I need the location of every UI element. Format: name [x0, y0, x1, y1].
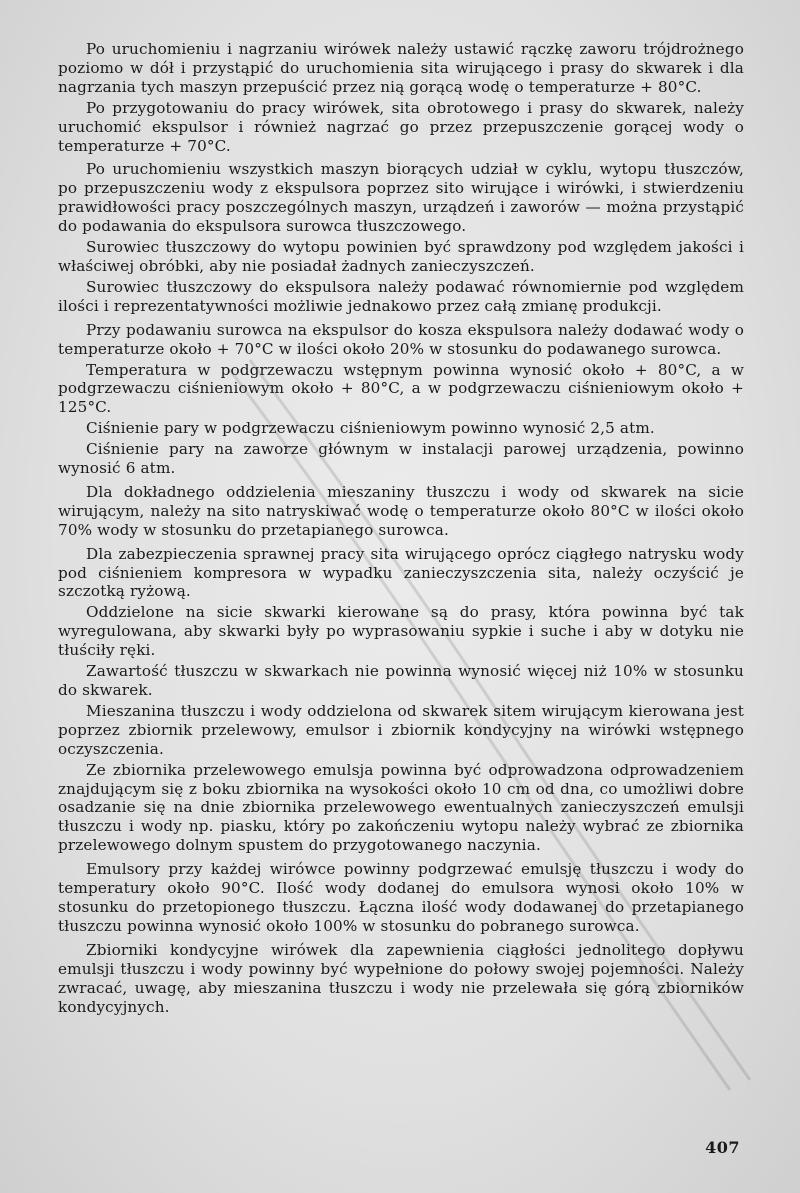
- paragraph: Mieszanina tłuszczu i wody oddzielona od skwarek sitem wirującym kierowana jest poprzez zbiornik przelewowy, emulsor i zbiornik kondycyjny na wirówki wstępnego oczyszczenia.: [58, 701, 744, 758]
- paragraph: Zawartość tłuszczu w skwarkach nie powinna wynosić więcej niż 10% w stosunku do skwarek.: [58, 662, 744, 699]
- body-text: [58, 40, 744, 1018]
- paragraph: Temperatura w podgrzewaczu wstępnym powinna wynosić około + 80°C, a w podgrzewaczu ciśnieniowym około + 80°C, a w podgrzewaczu ciśnieniowym około + 125°C.: [58, 360, 744, 417]
- paragraph: Dla dokładnego oddzielenia mieszaniny tłuszczu i wody od skwarek na sicie wirującym, należy na sito natryskiwać wodę o temperaturze około 80°C w ilości około 70% wody w stosunku do przetapianego surowca.: [58, 482, 744, 539]
- paragraph: Emulsory przy każdej wirówce powinny podgrzewać emulsję tłuszczu i wody do temperatury około 90°C. Ilość wody dodanej do emulsora wynosi około 10% w stosunku do przetopionego tłuszczu. Łączna ilość wody dodawanej do przetapianego tłuszczu powinna wynosić około 100% w stosunku do pobranego surowca.: [58, 860, 744, 935]
- paragraph: Surowiec tłuszczowy do wytopu powinien być sprawdzony pod względem jakości i właściwej obróbki, aby nie posiadał żadnych zanieczyszczeń.: [58, 238, 744, 275]
- page-number: 407: [705, 1138, 740, 1157]
- paragraph: Ciśnienie pary w podgrzewaczu ciśnieniowym powinno wynosić 2,5 atm.: [86, 419, 655, 438]
- paragraph: Oddzielone na sicie skwarki kierowane są do prasy, która powinna być tak wyregulowana, aby skwarki były po wyprasowaniu sypkie i suche i aby w dotyku nie tłuściły ręki.: [58, 603, 744, 660]
- paragraph: Po uruchomieniu i nagrzaniu wirówek należy ustawić rączkę zaworu trójdrożnego poziomo w dół i przystąpić do uruchomienia sita wirującego i prasy do skwarek i dla nagrzania tych maszyn przepuścić przez nią gorącą wodę o temperaturze + 80°C.: [58, 40, 744, 96]
- paragraph: Surowiec tłuszczowy do ekspulsora należy podawać równomiernie pod względem ilości i reprezentatywności możliwie jednakowo przez całą zmianę produkcji.: [58, 277, 744, 315]
- paragraph: Po przygotowaniu do pracy wirówek, sita obrotowego i prasy do skwarek, należy uruchomić ekspulsor i również nagrzać go przez przepuszczenie gorącej wody o temperaturze + 70°C.: [58, 98, 744, 155]
- paragraph: Ze zbiornika przelewowego emulsja powinna być odprowadzona odprowadzeniem znajdującym się z boku zbiornika na wysokości około 10 cm od dna, co umożliwi dobre osadzanie się na dnie zbiornika przelewowego ewentualnych zanieczyszczeń emulsji tłuszczu i wody np. piasku, który po zakończeniu wytopu należy wybrać ze zbiornika przelewowego dolnym spustem do przygotowanego naczynia.: [58, 760, 744, 855]
- paragraph: Po uruchomieniu wszystkich maszyn biorących udział w cyklu, wytopu tłuszczów, po przepuszczeniu wody z ekspulsora poprzez sito wirujące i wirówki, i stwierdzeniu prawidłowości pracy poszczególnych maszyn, urządzeń i zaworów — można przystąpić do podawania do ekspulsora surowca tłuszczowego.: [58, 160, 744, 236]
- paragraph: Przy podawaniu surowca na ekspulsor do kosza ekspulsora należy dodawać wody o temperaturze około + 70°C w ilości około 20% w stosunku do podawanego surowca.: [58, 320, 744, 358]
- paragraph: Dla zabezpieczenia sprawnej pracy sita wirującego oprócz ciągłego natrysku wody pod ciśnieniem kompresora w wypadku zanieczyszczenia sita, należy oczyścić je szczotką ryżową.: [58, 544, 744, 601]
- paragraph: Ciśnienie pary na zaworze głównym w instalacji parowej urządzenia, powinno wynosić 6 atm.: [58, 440, 744, 478]
- paragraph: Zbiorniki kondycyjne wirówek dla zapewnienia ciągłości jednolitego dopływu emulsji tłuszczu i wody powinny być wypełnione do połowy swojej pojemności. Należy zwracać, uwagę, aby mieszanina tłuszczu i wody nie przelewała się górą zbiorników kondycyjnych.: [58, 940, 744, 1016]
